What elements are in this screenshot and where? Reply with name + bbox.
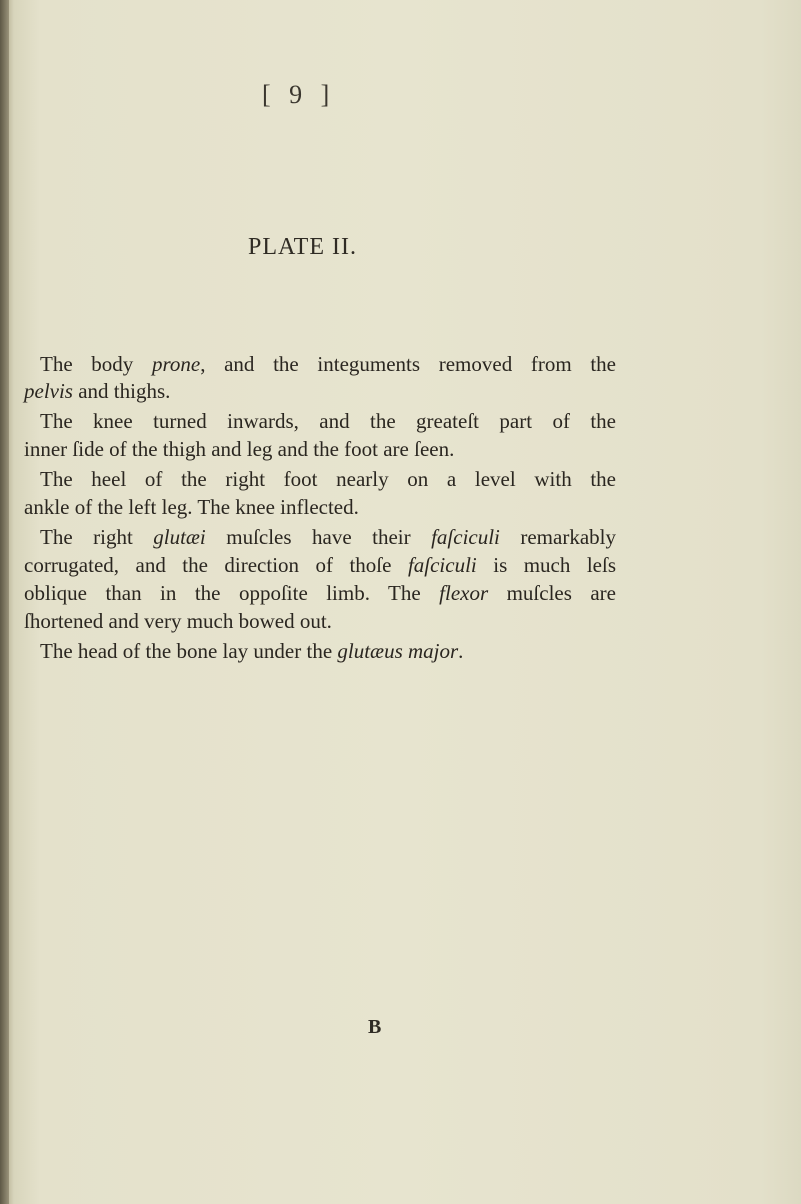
text-segment: remarkably — [499, 525, 616, 549]
plate-heading: PLATE II. — [248, 234, 357, 260]
text-segment: The right — [40, 525, 154, 549]
italic-term: glutæi — [153, 525, 206, 549]
text-segment: is much leſs — [476, 553, 616, 577]
italic-term: faſciculi — [407, 553, 477, 577]
signature-mark: B — [368, 1016, 382, 1038]
italic-term: flexor — [439, 581, 489, 605]
text-line — [24, 607, 616, 635]
text-line — [24, 551, 616, 579]
page-number: [ 9 ] — [262, 80, 336, 109]
text-line — [24, 377, 616, 405]
text-segment: oblique than in the oppoſite limb. The — [24, 581, 440, 605]
text-segment: , and the integuments removed from the — [200, 352, 616, 376]
text-line — [40, 407, 616, 435]
text-line — [24, 579, 616, 607]
text-segment: muſcles have their — [205, 525, 432, 549]
text-line — [24, 493, 616, 521]
text-line — [40, 523, 616, 551]
text-segment: The knee turned inwards, and the greateſt part of the — [40, 409, 616, 433]
text-line — [40, 465, 616, 493]
text-segment: inner ſide of the thigh and leg and the foot are ſeen. — [24, 437, 455, 461]
text-segment: corrugated, and the direction of thoſe — [24, 553, 408, 577]
text-segment: The head of the bone lay under the — [40, 639, 338, 663]
italic-term: glutæus major — [337, 639, 459, 663]
text-segment: ankle of the left leg. The knee inflected. — [24, 495, 359, 519]
text-line — [40, 350, 616, 378]
book-spine-edge — [0, 0, 9, 1204]
text-segment: muſcles are — [488, 581, 616, 605]
text-segment: and thighs. — [72, 379, 171, 403]
italic-term: pelvis — [24, 379, 73, 403]
text-segment: The body — [40, 352, 152, 376]
text-line — [24, 435, 616, 463]
text-segment: ſhortened and very much bowed out. — [24, 609, 332, 633]
text-segment: . — [458, 639, 464, 663]
italic-term: prone — [151, 352, 201, 376]
text-line — [40, 637, 616, 665]
text-segment: The heel of the right foot nearly on a level with the — [40, 467, 616, 491]
italic-term: faſciculi — [431, 525, 500, 549]
